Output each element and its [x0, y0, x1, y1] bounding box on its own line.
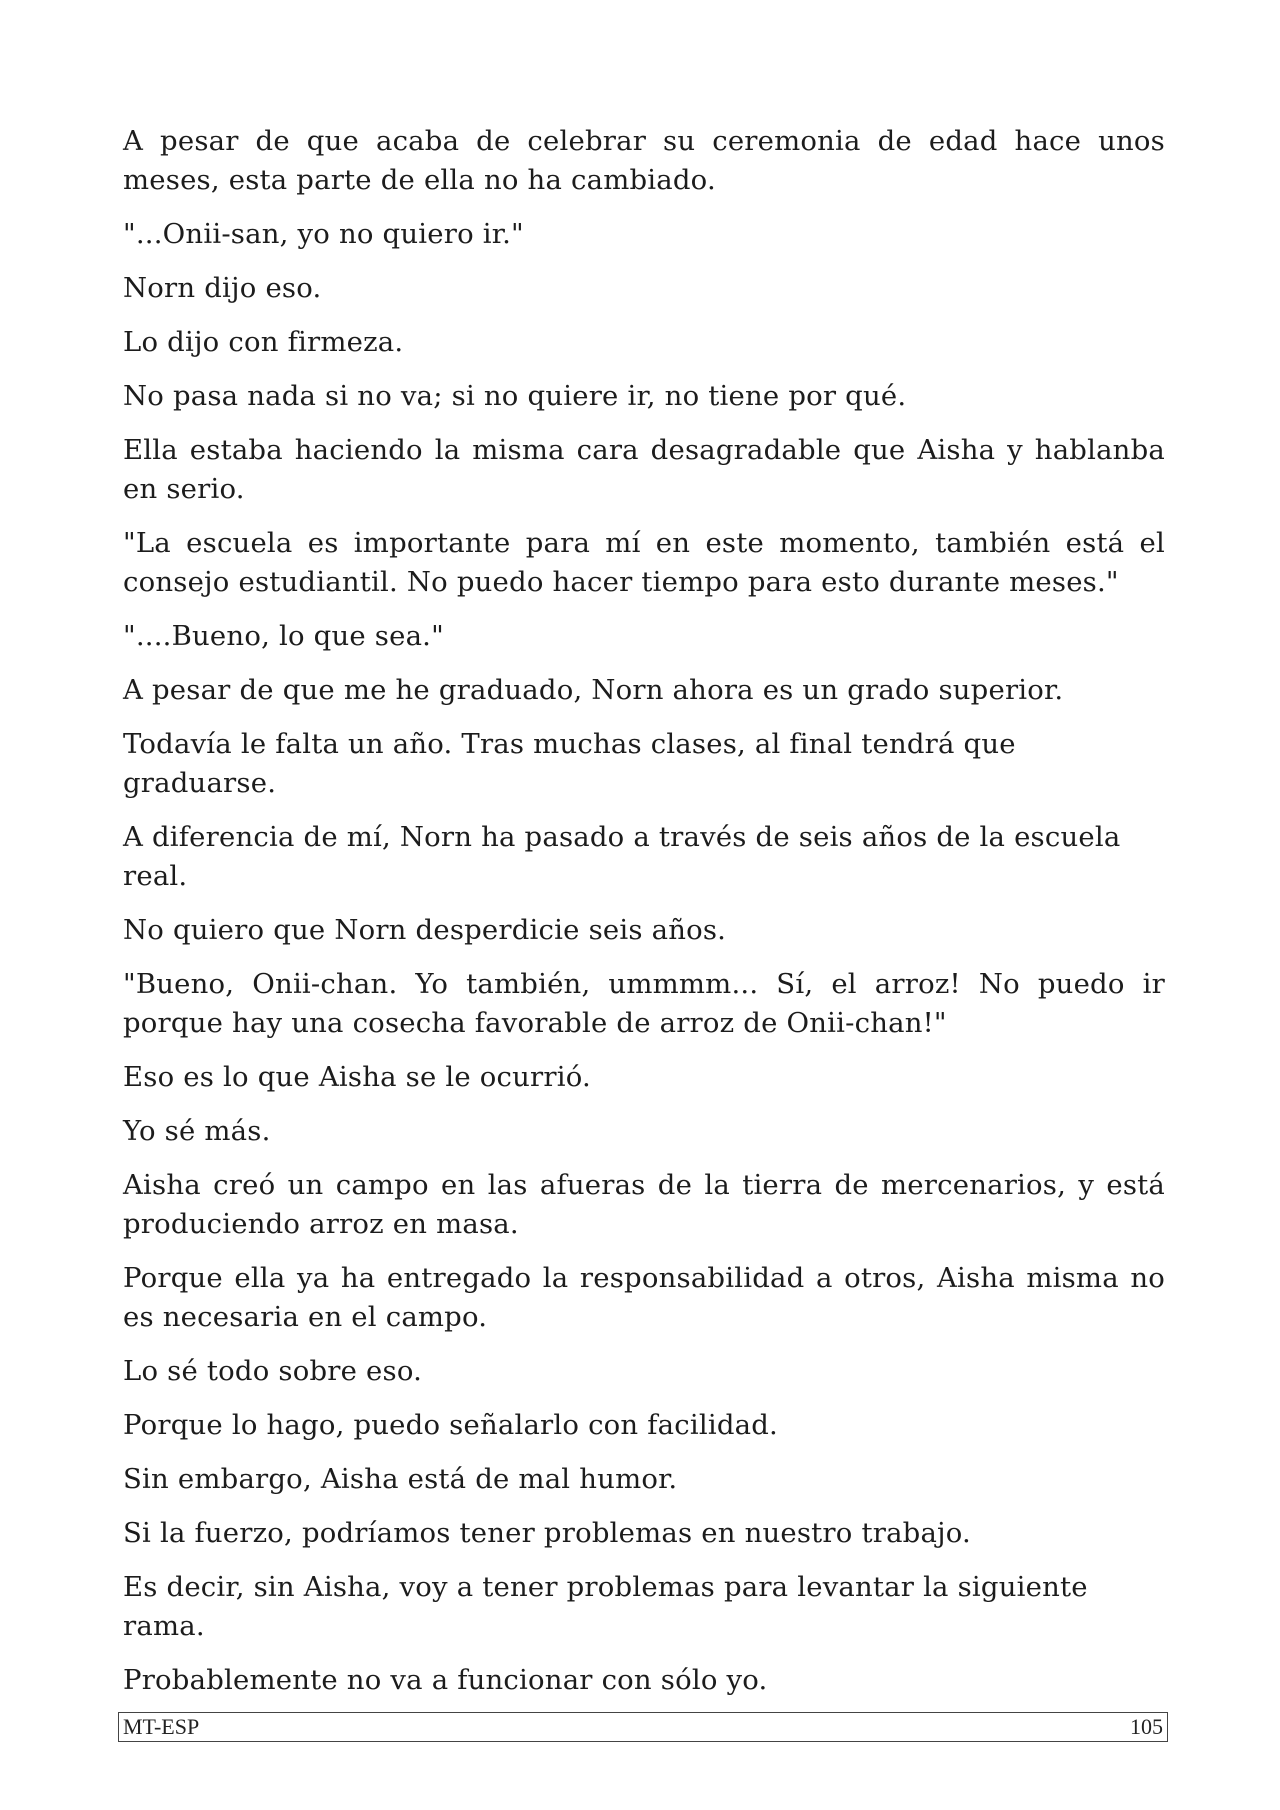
paragraph: "....Bueno, lo que sea." [123, 620, 444, 652]
page-number: 105 [1130, 1714, 1163, 1739]
paragraph: "Bueno, Onii-chan. Yo también, ummmm... Sí, el arroz! No puedo ir porque hay una cosecha favorable de arroz de Onii-chan!" [123, 968, 1165, 1039]
paragraph: Ella estaba haciendo la misma cara desagradable que Aisha y hablanba en serio. [123, 434, 1165, 505]
paragraph: Si la fuerzo, podríamos tener problemas en nuestro trabajo. [123, 1517, 971, 1549]
paragraph: Sin embargo, Aisha está de mal humor. [123, 1463, 678, 1495]
footer-label: MT-ESP [123, 1714, 200, 1739]
paragraph: Porque lo hago, puedo señalarlo con facilidad. [123, 1409, 778, 1441]
paragraph: "La escuela es importante para mí en este momento, también está el consejo estudiantil. No puedo hacer tiempo para esto durante meses." [123, 527, 1165, 598]
body-text [123, 122, 1165, 1715]
paragraph: Probablemente no va a funcionar con sólo yo. [123, 1664, 768, 1696]
paragraph: Eso es lo que Aisha se le ocurrió. [123, 1061, 591, 1093]
paragraph: A diferencia de mí, Norn ha pasado a través de seis años de la escuela real. [123, 821, 1121, 892]
paragraph: Todavía le falta un año. Tras muchas clases, al final tendrá que graduarse. [123, 728, 1016, 799]
paragraph: A pesar de que acaba de celebrar su ceremonia de edad hace unos meses, esta parte de ella no ha cambiado. [123, 125, 1165, 196]
paragraph: No pasa nada si no va; si no quiere ir, no tiene por qué. [123, 380, 907, 412]
paragraph: "...Onii-san, yo no quiero ir." [123, 218, 524, 250]
paragraph: Porque ella ya ha entregado la responsabilidad a otros, Aisha misma no es necesaria en el campo. [123, 1262, 1165, 1333]
paragraph: No quiero que Norn desperdicie seis años. [123, 914, 727, 946]
paragraph: A pesar de que me he graduado, Norn ahora es un grado superior. [123, 674, 1064, 706]
paragraph: Yo sé más. [123, 1115, 271, 1147]
paragraph: Norn dijo eso. [123, 272, 322, 304]
paragraph: Aisha creó un campo en las afueras de la tierra de mercenarios, y está produciendo arroz en masa. [123, 1169, 1165, 1240]
page-footer [118, 1712, 1168, 1742]
paragraph: Es decir, sin Aisha, voy a tener problemas para levantar la siguiente rama. [123, 1571, 1088, 1642]
paragraph: Lo sé todo sobre eso. [123, 1355, 423, 1387]
paragraph: Lo dijo con firmeza. [123, 326, 404, 358]
